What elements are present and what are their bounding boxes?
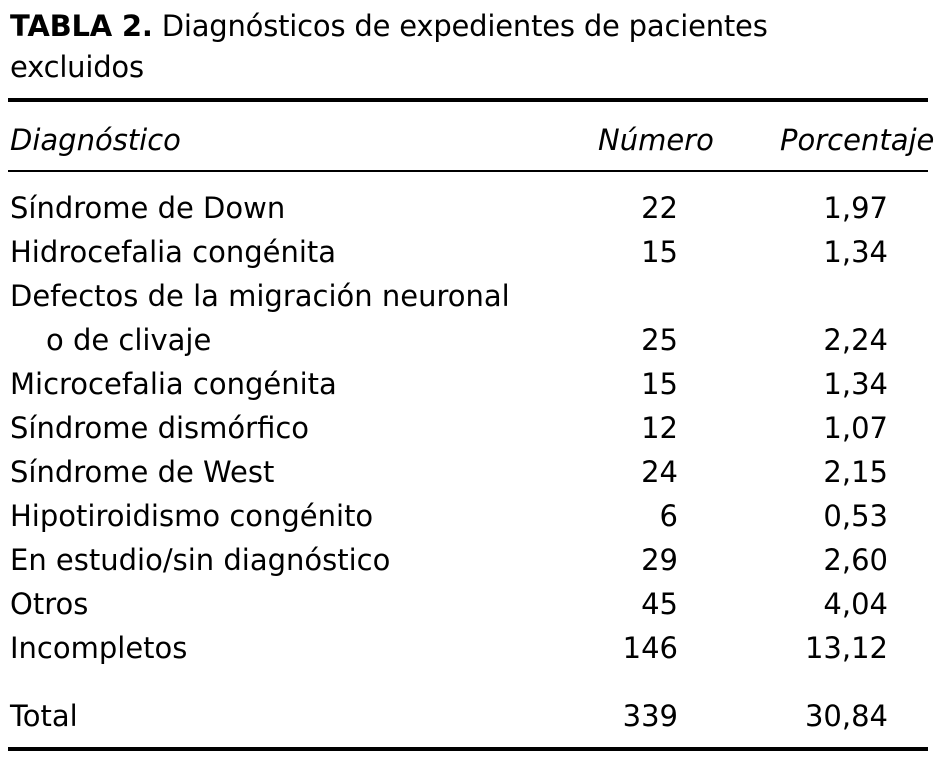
table-row — [0, 406, 936, 450]
cell-diagnostico: Defectos de la migración neuronal — [10, 279, 510, 313]
cell-porcentaje: 1,34 — [823, 367, 888, 401]
top-rule — [8, 98, 928, 102]
cell-numero: 15 — [641, 235, 678, 269]
table-row — [0, 538, 936, 582]
table-row — [0, 362, 936, 406]
header-porcentaje: Porcentaje — [780, 123, 935, 157]
cell-numero: 24 — [641, 455, 678, 489]
cell-porcentaje: 2,24 — [823, 323, 888, 357]
cell-diagnostico: En estudio/sin diagnóstico — [10, 543, 391, 577]
table-row — [0, 274, 936, 318]
total-numero: 339 — [622, 699, 678, 733]
table-row — [0, 186, 936, 230]
cell-numero: 29 — [641, 543, 678, 577]
cell-diagnostico: Otros — [10, 587, 89, 621]
cell-porcentaje: 1,34 — [823, 235, 888, 269]
cell-diagnostico: Hidrocefalia congénita — [10, 235, 337, 269]
cell-porcentaje: 2,60 — [823, 543, 888, 577]
table-caption-label: TABLA 2. — [10, 9, 153, 43]
header-diagnostico: Diagnóstico — [10, 123, 181, 157]
total-porcentaje: 30,84 — [804, 699, 888, 733]
cell-diagnostico: Síndrome de Down — [10, 191, 286, 225]
cell-diagnostico: Síndrome de West — [10, 455, 275, 489]
cell-numero: 6 — [659, 499, 678, 533]
cell-porcentaje: 0,53 — [823, 499, 888, 533]
cell-diagnostico: Incompletos — [10, 631, 188, 665]
cell-porcentaje: 4,04 — [823, 587, 888, 621]
table-row — [0, 450, 936, 494]
table-row — [0, 582, 936, 626]
header-numero: Número — [598, 123, 714, 157]
cell-numero: 12 — [641, 411, 678, 445]
cell-porcentaje: 1,97 — [823, 191, 888, 225]
table-row-continuation — [0, 318, 936, 362]
table-body — [0, 186, 936, 738]
cell-diagnostico: Microcefalia congénita — [10, 367, 337, 401]
cell-numero: 15 — [641, 367, 678, 401]
cell-porcentaje: 13,12 — [804, 631, 888, 665]
table-row — [0, 230, 936, 274]
table-row — [0, 626, 936, 670]
cell-diagnostico: Síndrome dismórfico — [10, 411, 310, 445]
cell-diagnostico: Hipotiroidismo congénito — [10, 499, 374, 533]
cell-porcentaje: 2,15 — [823, 455, 888, 489]
table-caption-text: Diagnósticos de expedientes de pacientes excluidos — [10, 9, 768, 84]
cell-numero: 25 — [641, 323, 678, 357]
cell-diagnostico-continuation: o de clivaje — [46, 323, 212, 357]
table-row — [0, 494, 936, 538]
cell-numero: 45 — [641, 587, 678, 621]
cell-numero: 146 — [622, 631, 678, 665]
cell-porcentaje: 1,07 — [823, 411, 888, 445]
header-rule — [8, 170, 928, 172]
table-caption — [10, 6, 910, 88]
table-total-row — [0, 694, 936, 738]
bottom-rule — [8, 747, 928, 751]
cell-numero: 22 — [641, 191, 678, 225]
total-label: Total — [10, 699, 78, 733]
